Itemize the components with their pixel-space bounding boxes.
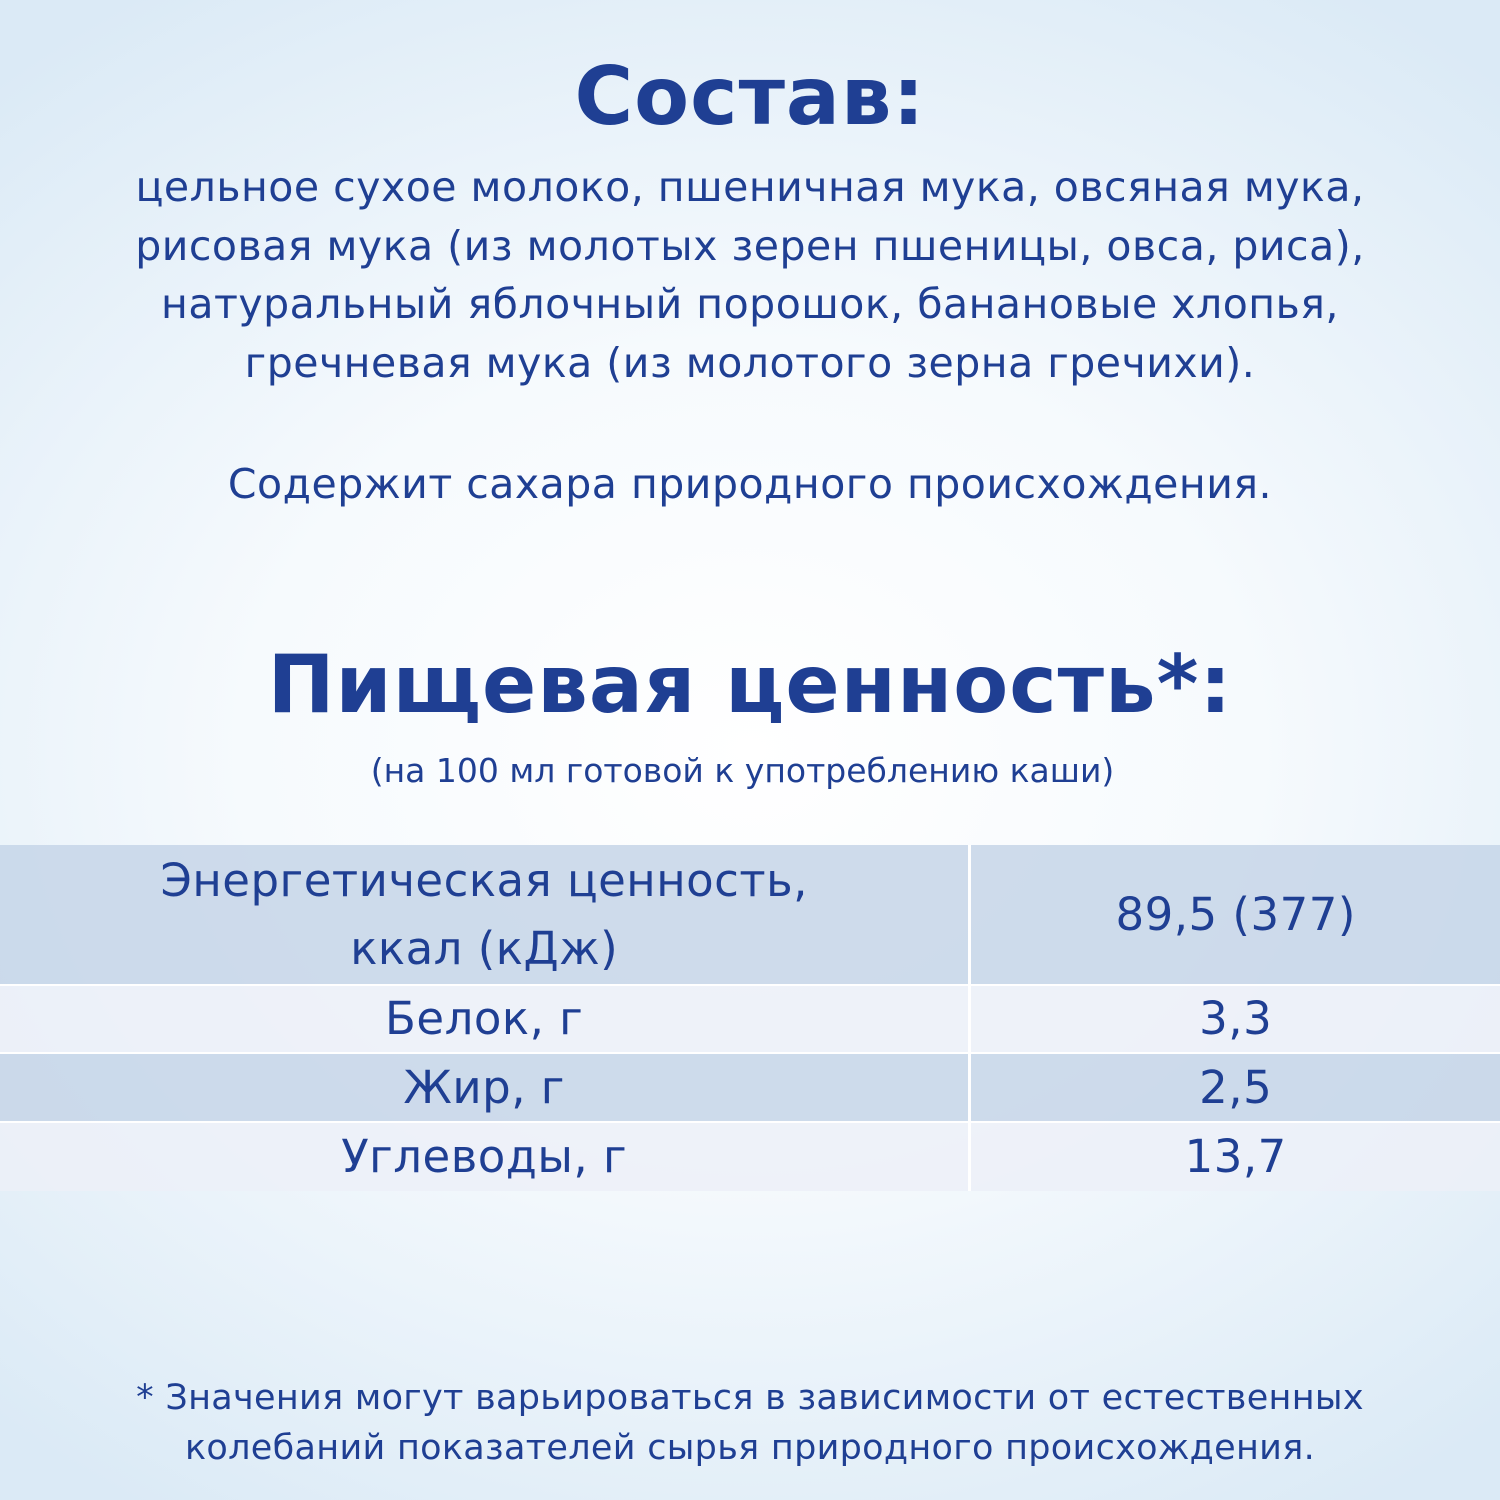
composition-line: гречневая мука (из молотого зерна гречихи). bbox=[244, 338, 1256, 387]
nutrient-value-carbs: 13,7 bbox=[970, 1122, 1500, 1191]
composition-title: Состав: bbox=[574, 50, 926, 143]
composition-line: цельное сухое молоко, пшеничная мука, овсяная мука, bbox=[135, 163, 1365, 211]
nutrient-name-line: ккал (кДж) bbox=[350, 921, 619, 975]
nutrient-name-fat: Жир, г bbox=[0, 1053, 970, 1122]
nutrient-name-protein: Белок, г bbox=[0, 985, 970, 1053]
composition-line: рисовая мука (из молотых зерен пшеницы, овса, риса), bbox=[135, 221, 1365, 270]
nutrient-name-energy bbox=[0, 845, 970, 985]
nutrient-value-energy: 89,5 (377) bbox=[970, 845, 1500, 985]
sugar-note: Содержит сахара природного происхождения. bbox=[227, 460, 1273, 508]
table-row-energy bbox=[0, 845, 1500, 985]
footnote bbox=[0, 1373, 1500, 1473]
nutrition-subtitle: (на 100 мл готовой к употреблению каши) bbox=[370, 751, 1115, 790]
footnote-line: колебаний показателей сырья природного происхождения. bbox=[184, 1428, 1316, 1468]
footnote-line: * Значения могут варьироваться в зависимости от естественных bbox=[136, 1378, 1364, 1418]
nutrient-value-protein: 3,3 bbox=[970, 985, 1500, 1053]
nutrient-value-fat: 2,5 bbox=[970, 1053, 1500, 1122]
nutrient-name-line: Энергетическая ценность, bbox=[160, 853, 808, 907]
table-row-protein bbox=[0, 985, 1500, 1053]
composition-line: натуральный яблочный порошок, банановые хлопья, bbox=[161, 280, 1339, 328]
nutrition-title: Пищевая ценность*: bbox=[267, 638, 1233, 731]
table-row-fat bbox=[0, 1053, 1500, 1122]
nutrient-name-carbs: Углеводы, г bbox=[0, 1122, 970, 1191]
composition-text bbox=[0, 158, 1500, 392]
table-row-carbs bbox=[0, 1122, 1500, 1191]
nutrition-table bbox=[0, 845, 1500, 1191]
